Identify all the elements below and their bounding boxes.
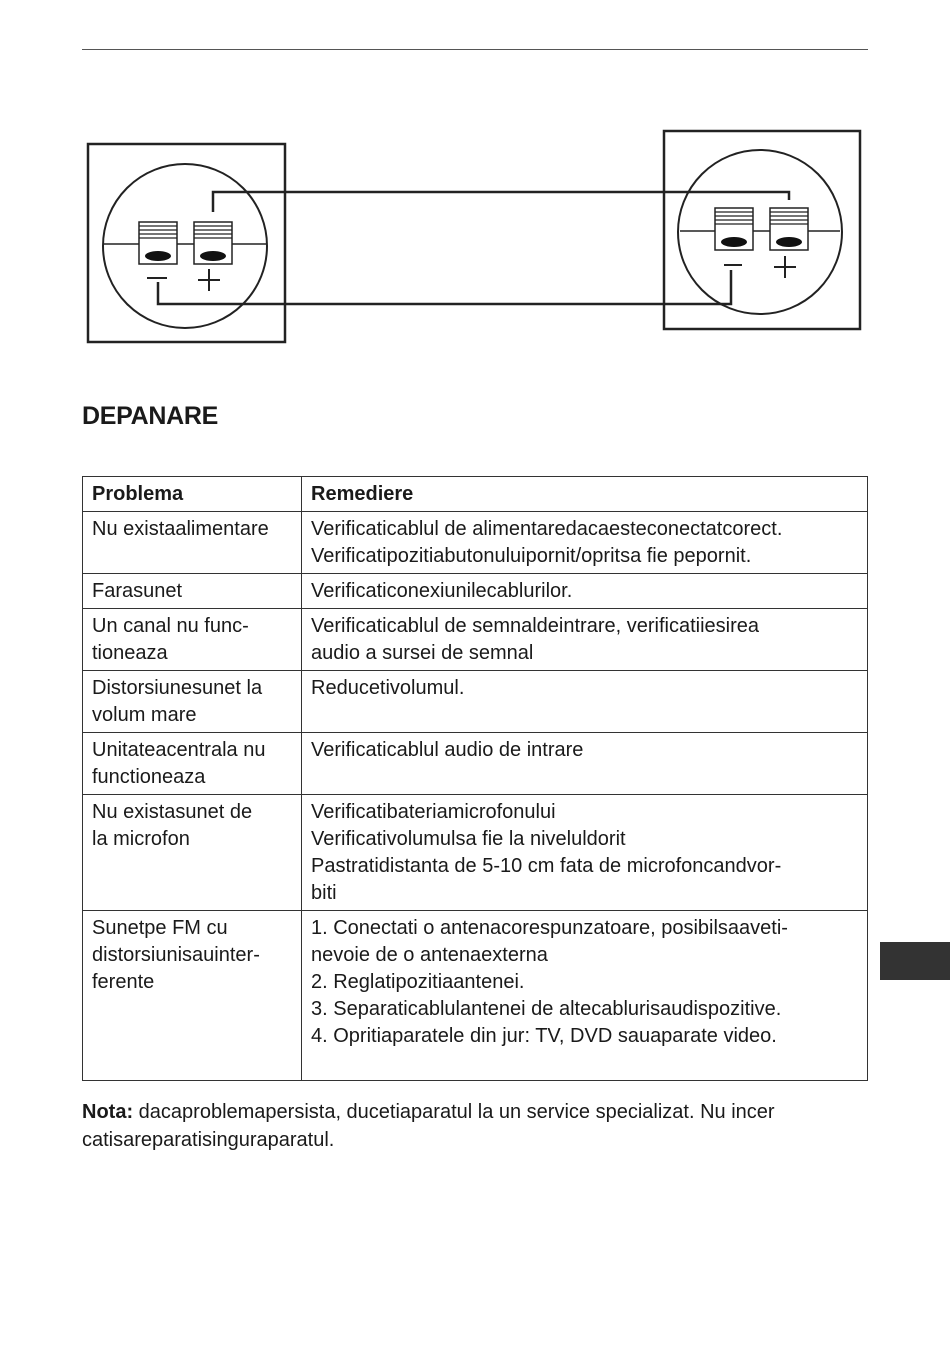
- table-row: [83, 609, 868, 671]
- header-remedy: Remediere: [302, 477, 868, 512]
- remedy-text: Verificatibateriamicrofonului: [311, 801, 556, 823]
- problem-cell: [83, 911, 302, 1081]
- table-row: [83, 512, 868, 574]
- remedy-cell: [302, 911, 868, 1081]
- problem-cell: [83, 733, 302, 795]
- remedy-cell: [302, 733, 868, 795]
- remedy-cell: [302, 574, 868, 609]
- problem-text: Sunetpe FM cu: [92, 917, 228, 939]
- remedy-text: 3. Separaticablulantenei de altecablurisaudispozitive.: [311, 998, 782, 1020]
- remedy-cell: [302, 512, 868, 574]
- note-text: catisareparatisinguraparatul.: [82, 1129, 335, 1151]
- problem-cell: [83, 671, 302, 733]
- problem-text: Distorsiunesunet la: [92, 677, 263, 699]
- remedy-text: Verificativolumulsa fie la niveluldorit: [311, 828, 626, 850]
- problem-text: Farasunet: [92, 580, 183, 602]
- problem-text: volum mare: [92, 704, 197, 726]
- header-problem: Problema: [83, 477, 302, 512]
- remedy-text: Verificaticablul audio de intrare: [311, 739, 584, 761]
- remedy-text: audio a sursei de semnal: [311, 642, 534, 664]
- left-speaker-box: [88, 144, 285, 342]
- problem-cell: [83, 795, 302, 911]
- remedy-cell: [302, 609, 868, 671]
- speaker-wiring-diagram: [0, 0, 950, 380]
- problem-cell: [83, 609, 302, 671]
- positive-wire: [213, 192, 789, 212]
- problem-cell: [83, 574, 302, 609]
- remedy-text: Verificaticablul de alimentaredacaesteconectatcorect.: [311, 518, 783, 540]
- note-text: dacaproblemapersista, ducetiaparatul la un service specializat. Nu incer: [133, 1101, 775, 1123]
- table-header-row: [83, 477, 868, 512]
- right-terminal-plus: [770, 208, 808, 250]
- remedy-text: 1. Conectati o antenacorespunzatoare, posibilsaaveti-: [311, 917, 788, 939]
- problem-text: Nu existaalimentare: [92, 518, 269, 540]
- problem-text: ferente: [92, 971, 155, 993]
- problem-text: Nu existasunet de: [92, 801, 253, 823]
- table-row: [83, 795, 868, 911]
- page-tab-marker: [880, 942, 950, 980]
- remedy-text: Pastratidistanta de 5-10 cm fata de microfoncandvor-: [311, 855, 782, 877]
- troubleshooting-table: [82, 476, 868, 1081]
- table-row: [83, 911, 868, 1081]
- left-terminal-plus: [194, 222, 232, 264]
- right-speaker-box: [664, 131, 860, 329]
- remedy-text: 2. Reglatipozitiaantenei.: [311, 971, 525, 993]
- left-terminal-minus: [139, 222, 177, 264]
- remedy-text: Verificaticablul de semnaldeintrare, verificatiiesirea: [311, 615, 759, 637]
- remedy-text: Reducetivolumul.: [311, 677, 465, 699]
- problem-text: Un canal nu func-: [92, 615, 249, 637]
- table-row: [83, 671, 868, 733]
- note-paragraph: [82, 1098, 872, 1154]
- problem-text: tioneaza: [92, 642, 168, 664]
- remedy-text: Verificaticonexiunilecablurilor.: [311, 580, 573, 602]
- note-label: Nota:: [82, 1101, 134, 1123]
- problem-text: distorsiunisauinter-: [92, 944, 260, 966]
- right-speaker: [664, 131, 860, 329]
- right-speaker-cone: [678, 150, 842, 314]
- problem-text: functioneaza: [92, 766, 206, 788]
- problem-cell: [83, 512, 302, 574]
- right-terminal-minus: [715, 208, 753, 250]
- problem-text: Unitateacentrala nu: [92, 739, 266, 761]
- table-row: [83, 574, 868, 609]
- remedy-cell: [302, 671, 868, 733]
- problem-text: la microfon: [92, 828, 190, 850]
- remedy-text: nevoie de o antenaexterna: [311, 944, 548, 966]
- table-row: [83, 733, 868, 795]
- section-title: DEPANARE: [82, 402, 219, 430]
- remedy-text: Verificatipozitiabutonuluipornit/opritsa fie pepornit.: [311, 545, 752, 567]
- remedy-text: biti: [311, 882, 337, 904]
- remedy-cell: [302, 795, 868, 911]
- left-speaker: [88, 144, 285, 342]
- remedy-text: 4. Opritiaparatele din jur: TV, DVD sauaparate video.: [311, 1025, 777, 1047]
- negative-wire: [158, 270, 731, 304]
